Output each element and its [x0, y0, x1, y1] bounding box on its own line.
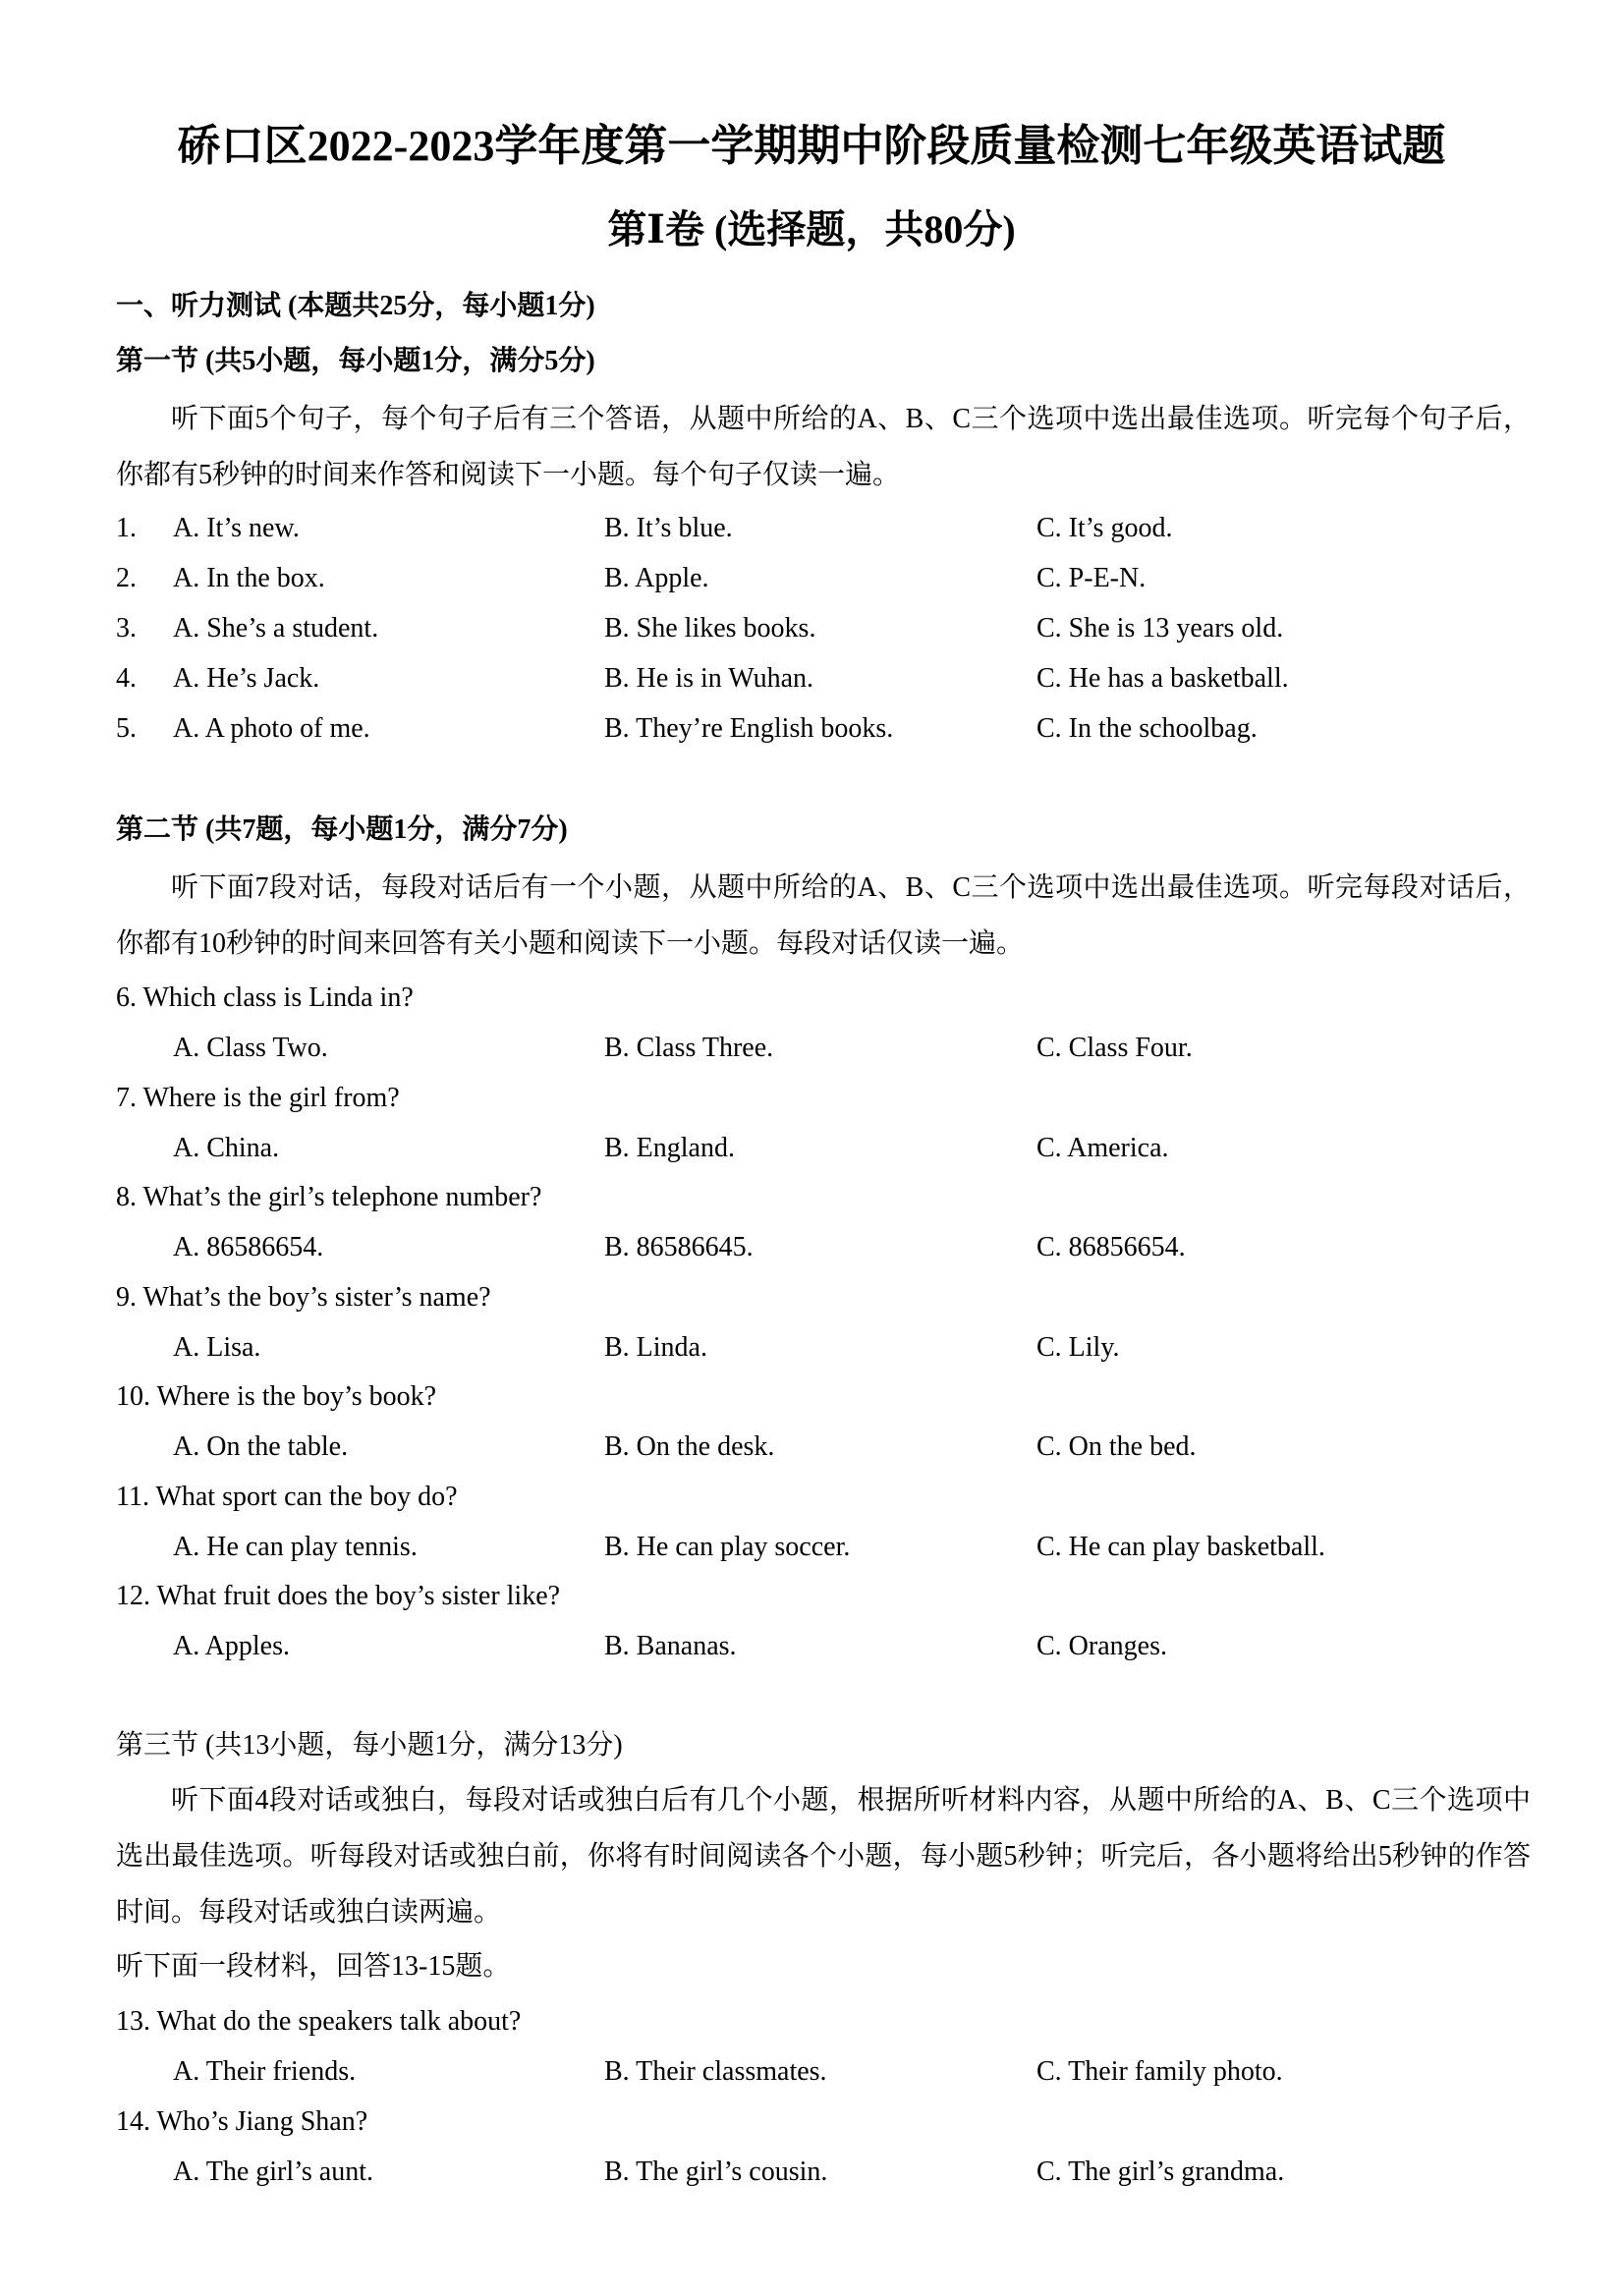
- option-c: C. In the schoolbag.: [1036, 713, 1258, 744]
- question-text: 14. Who’s Jiang Shan?: [116, 2106, 368, 2137]
- options-row: [0, 2055, 1623, 2095]
- option-a: A. He’s Jack.: [173, 663, 320, 694]
- section3-instructions: 听下面4段对话或独白，每段对话或独白后有几个小题，根据所听材料内容，从题中所给的A、B、C三个选项中选出最佳选项。听每段对话或独白前，你将有时间阅读各个小题，每小题5秒钟；听完后，各小题将给出5秒钟的作答时间。每段对话或独白读两遍。: [116, 1785, 1531, 1928]
- option-c: C. He can play basketball.: [1036, 1532, 1325, 1562]
- option-c: C. Lily.: [1036, 1332, 1120, 1363]
- option-b: B. On the desk.: [604, 1431, 775, 1462]
- option-c: C. 86856654.: [1036, 1232, 1186, 1262]
- list-item: [0, 712, 1623, 752]
- option-b: B. It’s blue.: [604, 513, 733, 543]
- option-a: A. She’s a student.: [173, 613, 379, 644]
- option-c: C. She is 13 years old.: [1036, 613, 1284, 644]
- option-c: C. America.: [1036, 1133, 1169, 1163]
- section3-heading: 第三节 (共13小题，每小题1分，满分13分): [116, 1730, 623, 1761]
- question-number: 2.: [116, 563, 137, 593]
- option-b: B. She likes books.: [604, 613, 816, 644]
- listening-prompt: 听下面一段材料，回答13-15题。: [116, 1951, 511, 1982]
- question-number: 4.: [116, 663, 137, 694]
- option-a: A. In the box.: [173, 563, 325, 593]
- list-item: [0, 512, 1623, 551]
- option-c: C. Class Four.: [1036, 1033, 1193, 1063]
- option-a: A. Lisa.: [173, 1332, 261, 1363]
- option-a: A. Class Two.: [173, 1033, 328, 1063]
- options-row: [0, 2156, 1623, 2195]
- option-c: C. Oranges.: [1036, 1631, 1167, 1661]
- option-c: C. On the bed.: [1036, 1431, 1197, 1462]
- page-title: 硚口区2022-2023学年度第一学期期中阶段质量检测七年级英语试题: [177, 122, 1446, 170]
- section1-heading: 第一节 (共5小题，每小题1分，满分5分): [116, 346, 595, 376]
- question-number: 1.: [116, 513, 137, 543]
- options-row: [0, 1231, 1623, 1270]
- section2-instructions: 听下面7段对话，每段对话后有一个小题，从题中所给的A、B、C三个选项中选出最佳选项。听完每段对话后，你都有10秒钟的时间来回答有关小题和阅读下一小题。每段对话仅读一遍。: [116, 872, 1531, 959]
- option-c: C. It’s good.: [1036, 513, 1173, 543]
- option-c: C. P-E-N.: [1036, 563, 1147, 593]
- question-text: 12. What fruit does the boy’s sister like?: [116, 1581, 561, 1611]
- question-number: 5.: [116, 713, 137, 744]
- option-b: B. He can play soccer.: [604, 1532, 851, 1562]
- option-a: A. Apples.: [173, 1631, 290, 1661]
- options-row: [0, 1630, 1623, 1669]
- paper-subtitle: 第Ⅰ卷 (选择题，共80分): [607, 207, 1016, 252]
- option-a: A. The girl’s aunt.: [173, 2156, 374, 2187]
- option-b: B. Their classmates.: [604, 2056, 827, 2087]
- option-b: B. The girl’s cousin.: [604, 2156, 828, 2187]
- question-number: 3.: [116, 613, 137, 644]
- option-a: A. He can play tennis.: [173, 1532, 418, 1562]
- option-a: A. 86586654.: [173, 1232, 324, 1262]
- option-b: B. He is in Wuhan.: [604, 663, 814, 694]
- question-text: 7. Where is the girl from?: [116, 1083, 400, 1113]
- option-b: B. 86586645.: [604, 1232, 754, 1262]
- option-b: B. Bananas.: [604, 1631, 737, 1661]
- list-item: [0, 612, 1623, 651]
- option-a: A. China.: [173, 1133, 280, 1163]
- question-text: 6. Which class is Linda in?: [116, 982, 414, 1013]
- option-a: A. A photo of me.: [173, 713, 370, 744]
- option-c: C. He has a basketball.: [1036, 663, 1289, 694]
- part1-heading: 一、听力测试 (本题共25分，每小题1分): [116, 291, 595, 321]
- option-b: B. Class Three.: [604, 1033, 774, 1063]
- option-a: A. On the table.: [173, 1431, 349, 1462]
- options-row: [0, 1331, 1623, 1371]
- list-item: [0, 662, 1623, 701]
- option-a: A. Their friends.: [173, 2056, 357, 2087]
- option-b: B. Linda.: [604, 1332, 707, 1363]
- section1-instructions: 听下面5个句子，每个句子后有三个答语，从题中所给的A、B、C三个选项中选出最佳选项。听完每个句子后，你都有5秒钟的时间来作答和阅读下一小题。每个句子仅读一遍。: [116, 404, 1531, 490]
- options-row: [0, 1531, 1623, 1570]
- question-text: 10. Where is the boy’s book?: [116, 1381, 437, 1412]
- option-a: A. It’s new.: [173, 513, 300, 543]
- question-text: 8. What’s the girl’s telephone number?: [116, 1182, 542, 1212]
- question-text: 9. What’s the boy’s sister’s name?: [116, 1282, 491, 1313]
- options-row: [0, 1430, 1623, 1470]
- options-row: [0, 1032, 1623, 1071]
- list-item: [0, 562, 1623, 601]
- option-b: B. England.: [604, 1133, 735, 1163]
- option-b: B. Apple.: [604, 563, 709, 593]
- question-text: 13. What do the speakers talk about?: [116, 2006, 522, 2037]
- section2-heading: 第二节 (共7题，每小题1分，满分7分): [116, 814, 568, 845]
- option-b: B. They’re English books.: [604, 713, 894, 744]
- question-text: 11. What sport can the boy do?: [116, 1482, 458, 1512]
- option-c: C. The girl’s grandma.: [1036, 2156, 1285, 2187]
- options-row: [0, 1132, 1623, 1171]
- option-c: C. Their family photo.: [1036, 2056, 1283, 2087]
